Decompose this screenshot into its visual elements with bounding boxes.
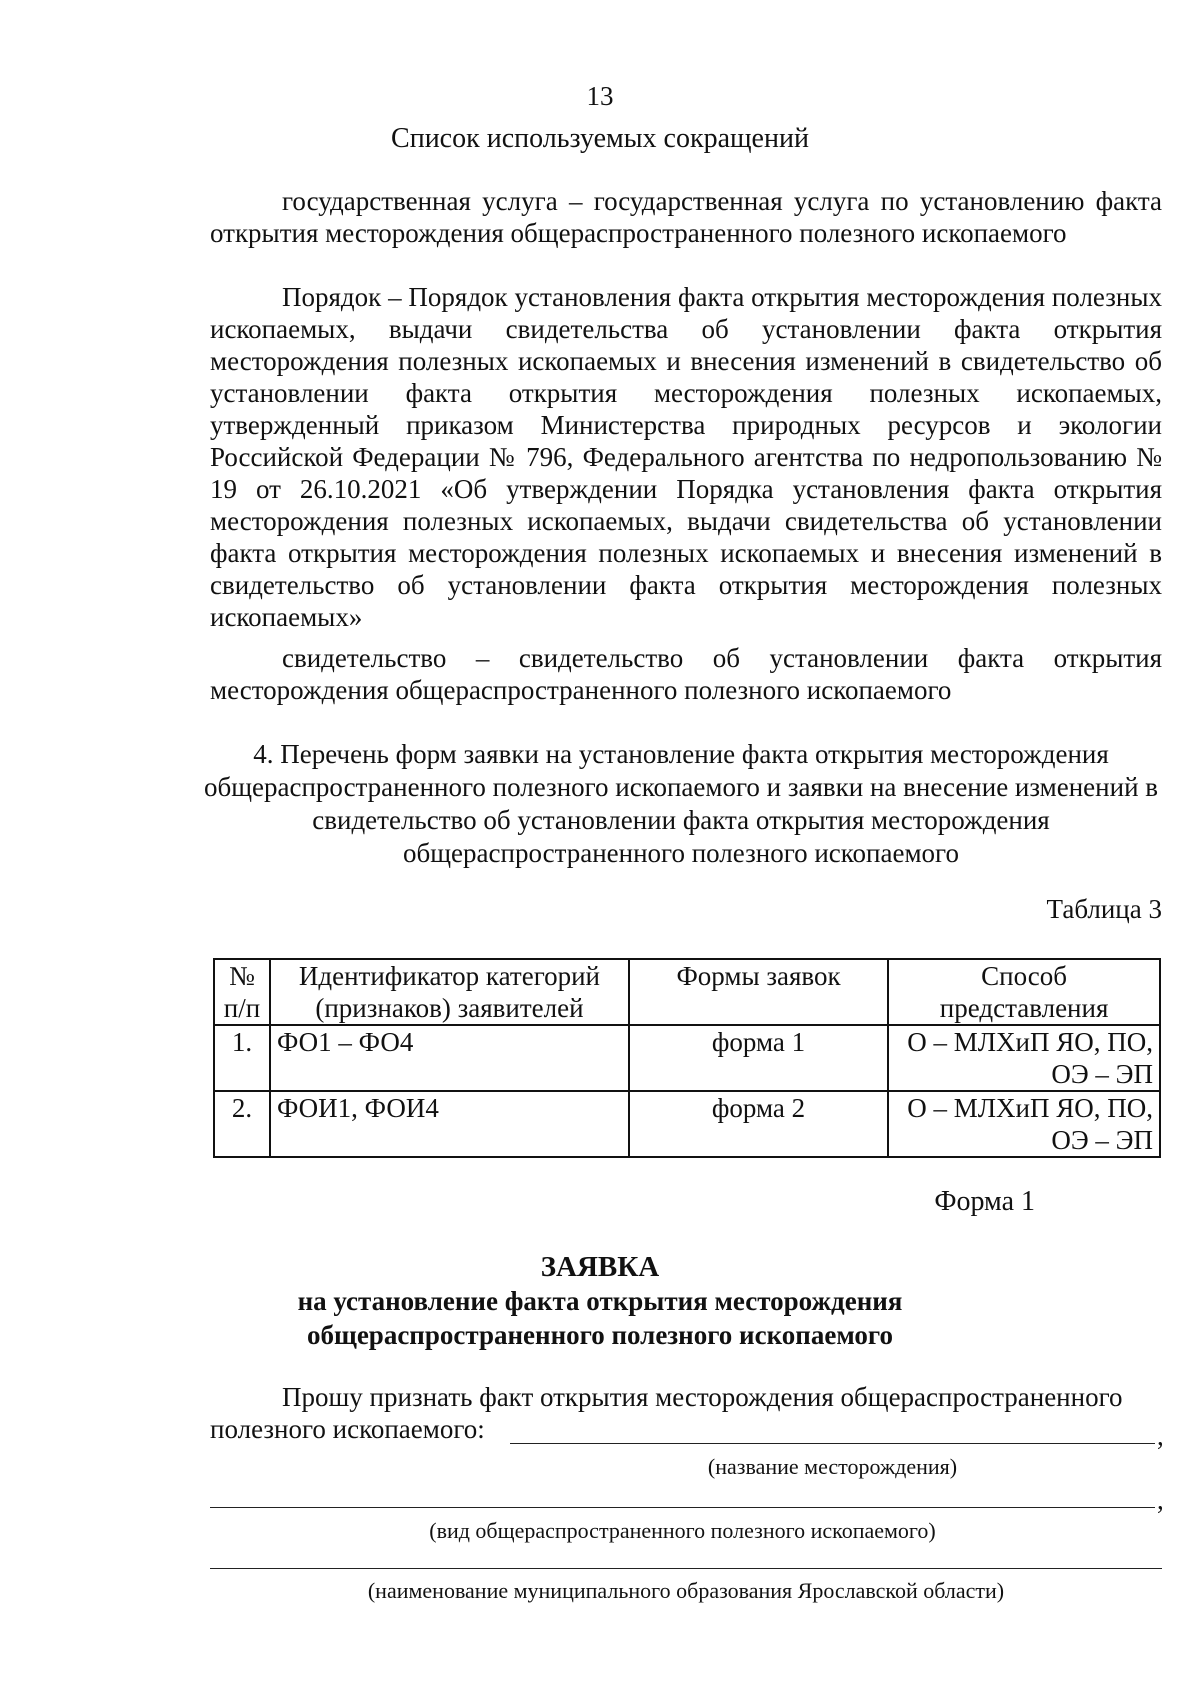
table-row (214, 1091, 1160, 1157)
row-method: О – МЛХиП ЯО, ПО, ОЭ – ЭП (888, 1091, 1160, 1157)
row-num: 2. (214, 1091, 270, 1157)
table-header-row (214, 959, 1160, 1025)
request-paragraph (210, 1381, 1162, 1445)
header-forms: Формы заявок (629, 959, 888, 1025)
abbreviation-text: государственная услуга – государственная услуга по установлению факта открытия месторождения общераспространенного полезного ископаемого (210, 186, 1162, 248)
municipality-field-line[interactable] (210, 1568, 1162, 1569)
application-subtitle-line1: на установление факта открытия месторождения (297, 1286, 903, 1316)
table-caption: Таблица 3 (1046, 894, 1162, 924)
section-title: 4. Перечень форм заявки на установление факта открытия месторождения общераспространенного полезного ископаемого и заявки на внесение изменений в свидетельство об установлении факта открытия месторождения общераспространенного полезного ископаемого (203, 739, 1159, 868)
row-num: 1. (214, 1025, 270, 1091)
application-title: ЗАЯВКА (540, 1251, 660, 1283)
deposit-name-field-line[interactable] (510, 1443, 1155, 1444)
deposit-name-hint: (название месторождения) (707, 1454, 958, 1479)
row-identifier: ФОИ1, ФОИ4 (270, 1091, 629, 1157)
forms-table (213, 958, 1161, 1158)
abbreviation-item-state-service (210, 185, 1162, 249)
abbreviation-text: Порядок – Порядок установления факта открытия месторождения полезных ископаемых, выдачи свидетельства об установлении факта открытия месторождения полезных ископаемых и внесения изменений в свидетельство об установлении факта открытия месторождения полезных ископаемых, утвержденный приказом Министерства природных ресурсов и экологии Российской Федерации № 796, Федерального агентства по недропользованию № 19 от 26.10.2021 «Об утверждении Порядка установления факта открытия месторождения полезных ископаемых, выдачи свидетельства об установлении факта открытия месторождения полезных ископаемых и внесения изменений в свидетельство об установлении факта открытия месторождения полезных ископаемых» (210, 282, 1162, 632)
request-text: Прошу признать факт открытия месторождения общераспространенного полезного ископаемого: (210, 1382, 1123, 1444)
mineral-type-field-line[interactable] (210, 1507, 1155, 1508)
header-num: № п/п (214, 959, 270, 1025)
comma: , (1157, 1485, 1164, 1515)
application-title-block (0, 1250, 1200, 1352)
mineral-type-hint: (вид общераспространенного полезного ископаемого) (429, 1518, 936, 1543)
row-method: О – МЛХиП ЯО, ПО, ОЭ – ЭП (888, 1025, 1160, 1091)
comma: , (1157, 1421, 1164, 1451)
abbreviations-heading: Список используемых сокращений (391, 123, 809, 154)
table-row (214, 1025, 1160, 1091)
form-label: Форма 1 (934, 1186, 1035, 1217)
municipality-hint: (наименование муниципального образования Ярославской области) (367, 1578, 1005, 1603)
abbreviation-item-certificate (210, 642, 1162, 706)
header-identifier: Идентификатор категорий (признаков) заявителей (270, 959, 629, 1025)
page-number: 13 (586, 81, 614, 111)
abbreviation-item-procedure (210, 281, 1162, 633)
abbreviation-text: свидетельство – свидетельство об установлении факта открытия месторождения общераспространенного полезного ископаемого (210, 643, 1162, 705)
row-identifier: ФО1 – ФО4 (270, 1025, 629, 1091)
header-method: Способ представления (888, 959, 1160, 1025)
application-subtitle-line2: общераспространенного полезного ископаемого (307, 1320, 893, 1350)
row-form: форма 1 (629, 1025, 888, 1091)
row-form: форма 2 (629, 1091, 888, 1157)
